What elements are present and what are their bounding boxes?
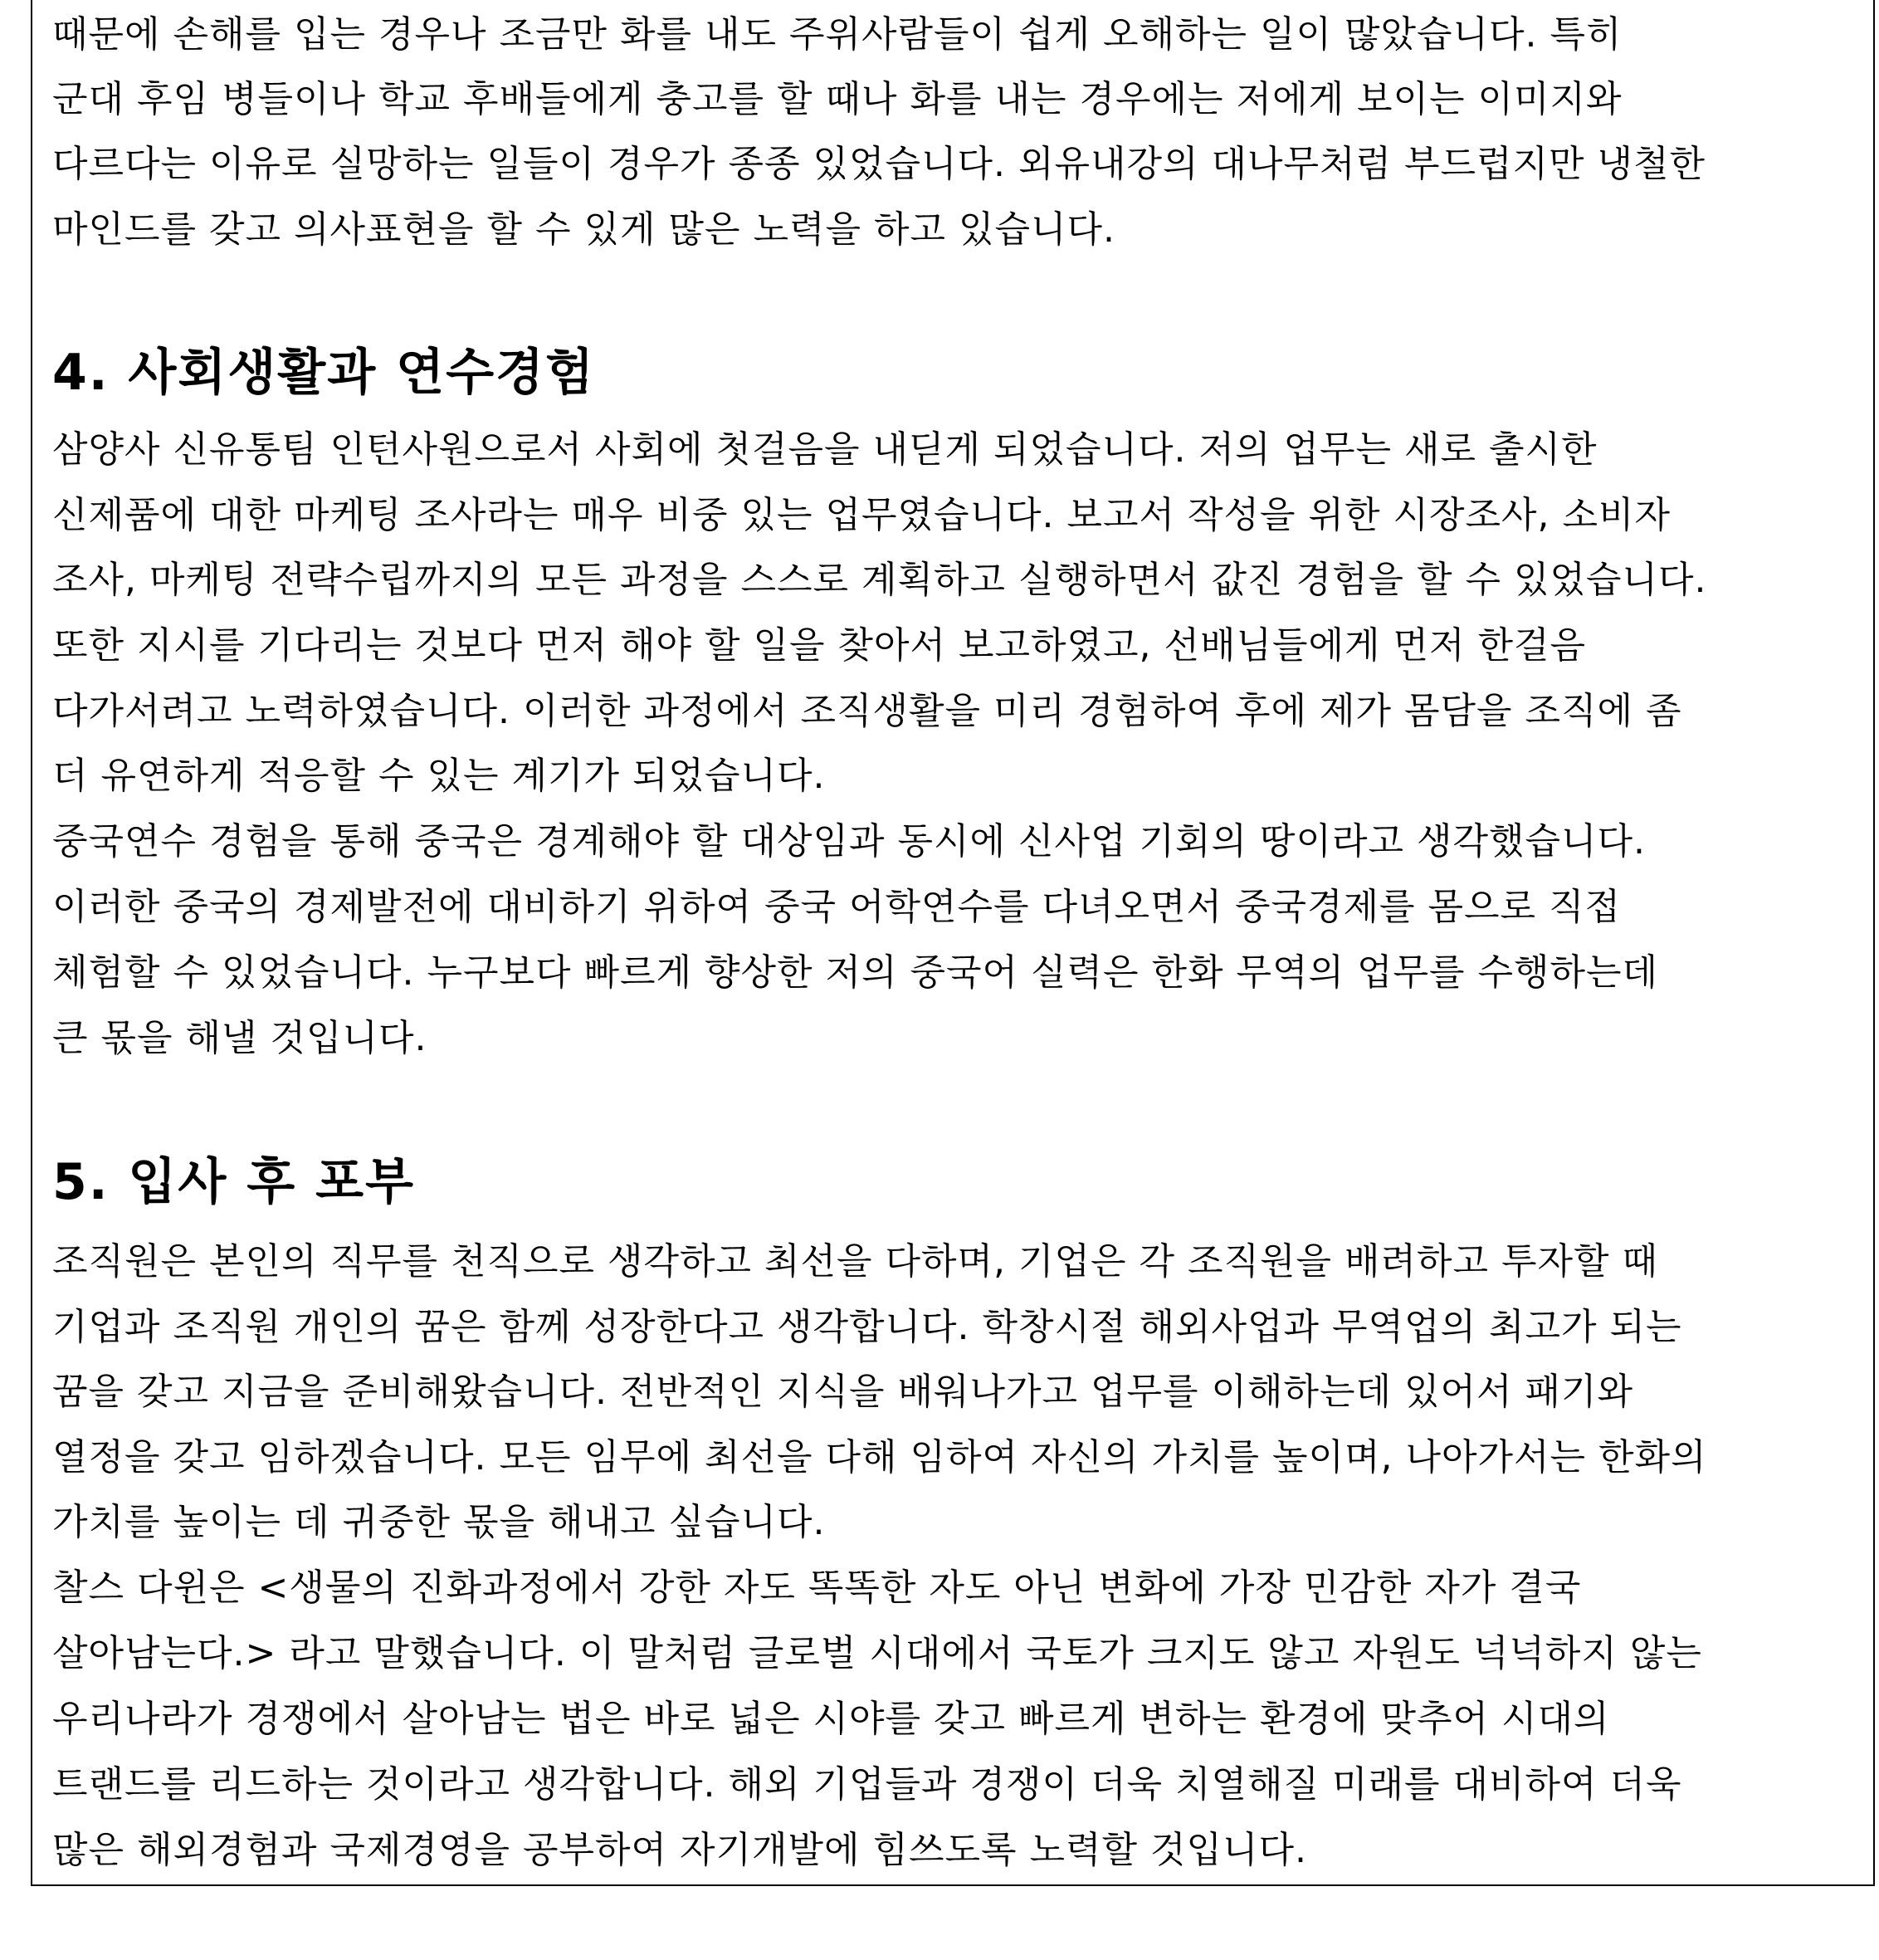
paragraph-line: 조사, 마케팅 전략수립까지의 모든 과정을 스스로 계획하고 실행하면서 값진 경험을 할 수 있었습니다. [52, 559, 1707, 601]
section-heading-4: 4. 사회생활과 연수경험 [52, 344, 595, 402]
document-frame [31, 0, 1875, 1886]
paragraph-line: 트랜드를 리드하는 것이라고 생각합니다. 해외 기업들과 경쟁이 더욱 치열해질 미래를 대비하여 더욱 [52, 1763, 1682, 1806]
paragraph-line: 군대 후임 병들이나 학교 후배들에게 충고를 할 때나 화를 내는 경우에는 저에게 보이는 이미지와 [52, 78, 1623, 120]
paragraph-line: 기업과 조직원 개인의 꿈은 함께 성장한다고 생각합니다. 학창시절 해외사업과 무역업의 최고가 되는 [52, 1306, 1682, 1348]
paragraph-line: 다르다는 이유로 실망하는 일들이 경우가 종종 있었습니다. 외유내강의 대나무처럼 부드럽지만 냉철한 [52, 143, 1706, 185]
paragraph-line: 신제품에 대한 마케팅 조사라는 매우 비중 있는 업무였습니다. 보고서 작성을 위한 시장조사, 소비자 [52, 494, 1671, 536]
paragraph-line: 삼양사 신유통팀 인턴사원으로서 사회에 첫걸음을 내딛게 되었습니다. 저의 업무는 새로 출시한 [52, 428, 1598, 471]
paragraph-line: 중국연수 경험을 통해 중국은 경계해야 할 대상임과 동시에 신사업 기회의 땅이라고 생각했습니다. [52, 820, 1646, 863]
section-heading-5: 5. 입사 후 포부 [52, 1153, 416, 1211]
paragraph-line: 많은 해외경험과 국제경영을 공부하여 자기개발에 힘쓰도록 노력할 것입니다. [52, 1829, 1308, 1871]
paragraph-line: 때문에 손해를 입는 경우나 조금만 화를 내도 주위사람들이 쉽게 오해하는 일이 많았습니다. 특히 [52, 13, 1623, 56]
paragraph-line: 다가서려고 노력하였습니다. 이러한 과정에서 조직생활을 미리 경험하여 후에 제가 몸담을 조직에 좀 [52, 690, 1682, 732]
paragraph-line: 가치를 높이는 데 귀중한 몫을 해내고 싶습니다. [52, 1501, 826, 1543]
paragraph-line: 체험할 수 있었습니다. 누구보다 빠르게 향상한 저의 중국어 실력은 한화 무역의 업무를 수행하는데 [52, 951, 1658, 994]
paragraph-line: 찰스 다윈은 <생물의 진화과정에서 강한 자도 똑똑한 자도 아닌 변화에 가장 민감한 자가 결국 [52, 1567, 1582, 1609]
paragraph-line: 더 유연하게 적응할 수 있는 계기가 되었습니다. [52, 755, 826, 797]
paragraph-line: 마인드를 갖고 의사표현을 할 수 있게 많은 노력을 하고 있습니다. [52, 208, 1115, 251]
paragraph-line: 우리나라가 경쟁에서 살아남는 법은 바로 넓은 시야를 갖고 빠르게 변하는 환경에 맞추어 시대의 [52, 1698, 1610, 1740]
paragraph-line: 큰 몫을 해낼 것입니다. [52, 1017, 427, 1059]
paragraph-line: 또한 지시를 기다리는 것보다 먼저 해야 할 일을 찾아서 보고하였고, 선배님들에게 먼저 한걸음 [52, 624, 1586, 667]
paragraph-line: 꿈을 갖고 지금을 준비해왔습니다. 전반적인 지식을 배워나가고 업무를 이해하는데 있어서 패기와 [52, 1371, 1634, 1413]
paragraph-line: 열정을 갖고 임하겠습니다. 모든 임무에 최선을 다해 임하여 자신의 가치를 높이며, 나아가서는 한화의 [52, 1436, 1707, 1479]
paragraph-line: 살아남는다.> 라고 말했습니다. 이 말처럼 글로벌 시대에서 국토가 크지도 않고 자원도 넉넉하지 않는 [52, 1632, 1702, 1674]
paragraph-line: 조직원은 본인의 직무를 천직으로 생각하고 최선을 다하며, 기업은 각 조직원을 배려하고 투자할 때 [52, 1240, 1658, 1283]
paragraph-line: 이러한 중국의 경제발전에 대비하기 위하여 중국 어학연수를 다녀오면서 중국경제를 몸으로 직접 [52, 886, 1622, 928]
